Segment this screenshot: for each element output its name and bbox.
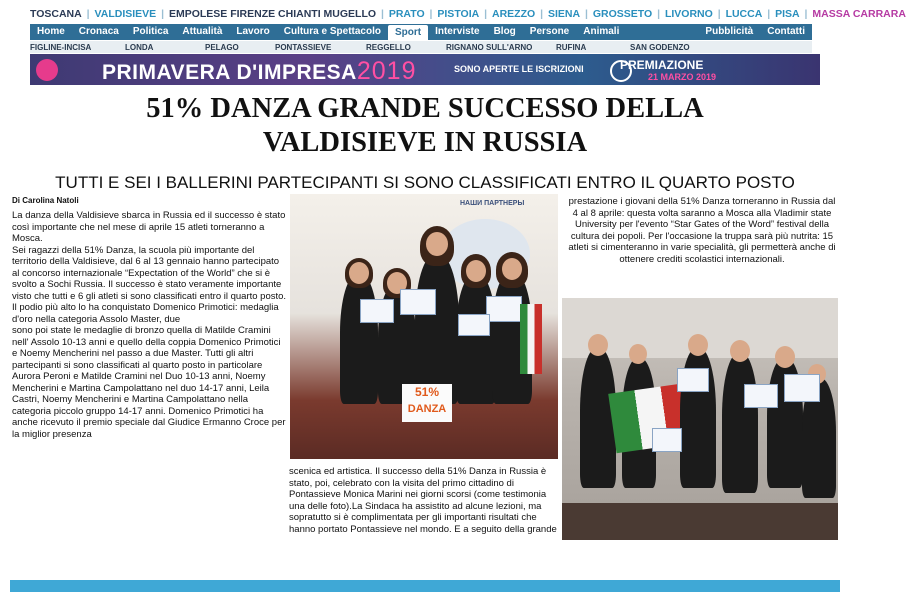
nav-item[interactable]: Persone <box>529 26 570 37</box>
banner-title: PRIMAVERA D'IMPRESA2019 <box>102 57 417 85</box>
article-column-3: prestazione i giovani della 51% Danza torneranno in Russia dal 4 al 8 aprile: questa volta saranno a Mosca alla Vladimir state University per l'evento “Star Gates of the Word” festival della cultura dei popoli. Per l'occasione la truppa sarà più nutrita: 15 atleti si cimenteranno in varie specialità, gli permetterà anche di ottenere crediti scolastici internazionali. <box>568 196 836 265</box>
town-link[interactable]: LONDA <box>125 43 154 52</box>
nav-item[interactable]: Attualità <box>182 26 223 37</box>
town-nav <box>30 41 812 53</box>
banner-award-title: PREMIAZIONE <box>620 58 704 72</box>
region-separator: | <box>481 8 490 20</box>
town-link[interactable]: SAN GODENZO <box>630 43 690 52</box>
paragraph: Sei ragazzi della 51% Danza, la scuola più importante del territorio della Valdisieve, dal 6 al 13 gennaio hanno partecipato al concorso internazionale “Expectation of the World” che si è svolto a Sochi Russia. Il successo è stato veramente importante visto che tutti e 6 gli atleti si sono classificati entro il quarto posto. Il podio più alto lo ha conquistato Domenico Primotici: medaglia d'oro nella categoria Assolo Master, due <box>12 244 287 325</box>
nav-item[interactable]: Home <box>37 26 65 37</box>
article-subtitle: TUTTI E SEI I BALLERINI PARTECIPANTI SI SONO CLASSIFICATI ENTRO IL QUARTO POSTO <box>55 173 795 192</box>
footer-bar <box>10 580 840 592</box>
region-link[interactable]: VALDISIEVE <box>94 8 157 20</box>
article-column-1 <box>12 210 288 440</box>
region-separator: | <box>426 8 436 20</box>
region-separator: | <box>537 8 546 20</box>
region-link[interactable]: SIENA <box>547 8 581 20</box>
nav-item[interactable]: Cronaca <box>78 26 119 37</box>
region-link[interactable]: PISA <box>775 8 800 20</box>
dancers-award-photo <box>290 194 558 459</box>
banner-subscribe-text: SONO APERTE LE ISCRIZIONI <box>454 64 584 74</box>
town-link[interactable]: RUFINA <box>556 43 587 52</box>
banner-award-date: 21 MARZO 2019 <box>648 72 717 82</box>
region-link[interactable]: LUCCA <box>725 8 763 20</box>
region-separator: | <box>801 8 811 20</box>
region-link[interactable]: AREZZO <box>492 8 536 20</box>
nav-item[interactable]: Sport <box>388 25 428 41</box>
nav-item[interactable]: Interviste <box>435 26 480 37</box>
danza-logo: 51% DANZA <box>402 384 452 422</box>
region-separator: | <box>582 8 591 20</box>
region-link[interactable]: TOSCANA <box>30 8 82 20</box>
nav-item[interactable]: Politica <box>132 26 169 37</box>
mayor-visit-photo <box>562 298 838 540</box>
ad-banner[interactable] <box>30 54 820 85</box>
article-column-2: scenica ed artistica. Il successo della 51% Danza in Russia è stato, poi, celebrato con la visita del primo cittadino di Pontassieve Monica Marini nei giorni scorsi (come testimonia una delle foto).La Sindaca ha assistito ad alcune lezioni, ma sopratutto si è complimentata per gli importanti risultati che hanno portato Pontassieve nel mondo. E a seguito della grande <box>289 466 557 535</box>
town-link[interactable]: RIGNANO SULL'ARNO <box>446 43 533 52</box>
article-byline: Di Carolina Natoli <box>12 196 79 205</box>
region-link[interactable]: LIVORNO <box>664 8 713 20</box>
sponsor-banner-text: НАШИ ПАРТНЕРЫ <box>460 200 525 207</box>
nav-item[interactable]: Cultura e Spettacolo <box>283 26 381 37</box>
banner-year: 2019 <box>356 57 417 85</box>
main-nav <box>30 24 812 40</box>
region-separator: | <box>654 8 663 20</box>
town-link[interactable]: PELAGO <box>205 43 239 52</box>
town-link[interactable]: REGGELLO <box>366 43 411 52</box>
nav-item[interactable]: Lavoro <box>236 26 270 37</box>
region-link[interactable]: GROSSETO <box>592 8 653 20</box>
paragraph: La danza della Valdisieve sbarca in Russia ed il successo è stato così importante che nel mese di aprile 15 atleti torneranno a Mosca. <box>12 210 286 244</box>
region-separator: | <box>378 8 387 20</box>
region-nav <box>30 8 906 24</box>
town-link[interactable]: PONTASSIEVE <box>275 43 332 52</box>
region-separator: | <box>764 8 774 20</box>
paragraph: sono poi state le medaglie di bronzo quella di Matilde Cramini nell' Assolo 10-13 anni e quello della coppia Domenico Primotici e Noemy Mencherini nel passo a due Master. Tutti gli altri partecipanti si sono classificati al quarto posto in particolare Aurora Peroni e Matilde Cramini nel Duo 10-13 anni, Noemy Mencherini e Martina Campolattano nel duo 14-17 anni, Leila Castri, Noemy Mencherini e Martina Campolattano nella categoria piccolo gruppo 14-17 anni. Domenico Primotici ha anche ricevuto il premio speciale dal Giudice Ermanno Croce per la miglior presenza <box>12 325 286 440</box>
nav-right-group <box>698 24 812 40</box>
nav-item-right[interactable]: Contatti <box>767 26 805 37</box>
nav-item[interactable]: Blog <box>493 26 516 37</box>
banner-logo-icon <box>36 59 58 81</box>
region-link[interactable]: EMPOLESE FIRENZE CHIANTI MUGELLO <box>168 8 377 20</box>
region-link[interactable]: PISTOIA <box>437 8 480 20</box>
region-separator: | <box>83 8 93 20</box>
region-separator: | <box>158 8 167 20</box>
nav-item[interactable]: Animali <box>583 26 620 37</box>
region-link[interactable]: MASSA CARRARA <box>812 8 906 20</box>
nav-item-right[interactable]: Pubblicità <box>705 26 754 37</box>
town-link[interactable]: FIGLINE-INCISA <box>30 43 92 52</box>
article-title: 51% DANZA GRANDE SUCCESSO DELLA VALDISIEVE IN RUSSIA <box>146 93 704 158</box>
region-link[interactable]: PRATO <box>388 8 425 20</box>
region-separator: | <box>714 8 724 20</box>
